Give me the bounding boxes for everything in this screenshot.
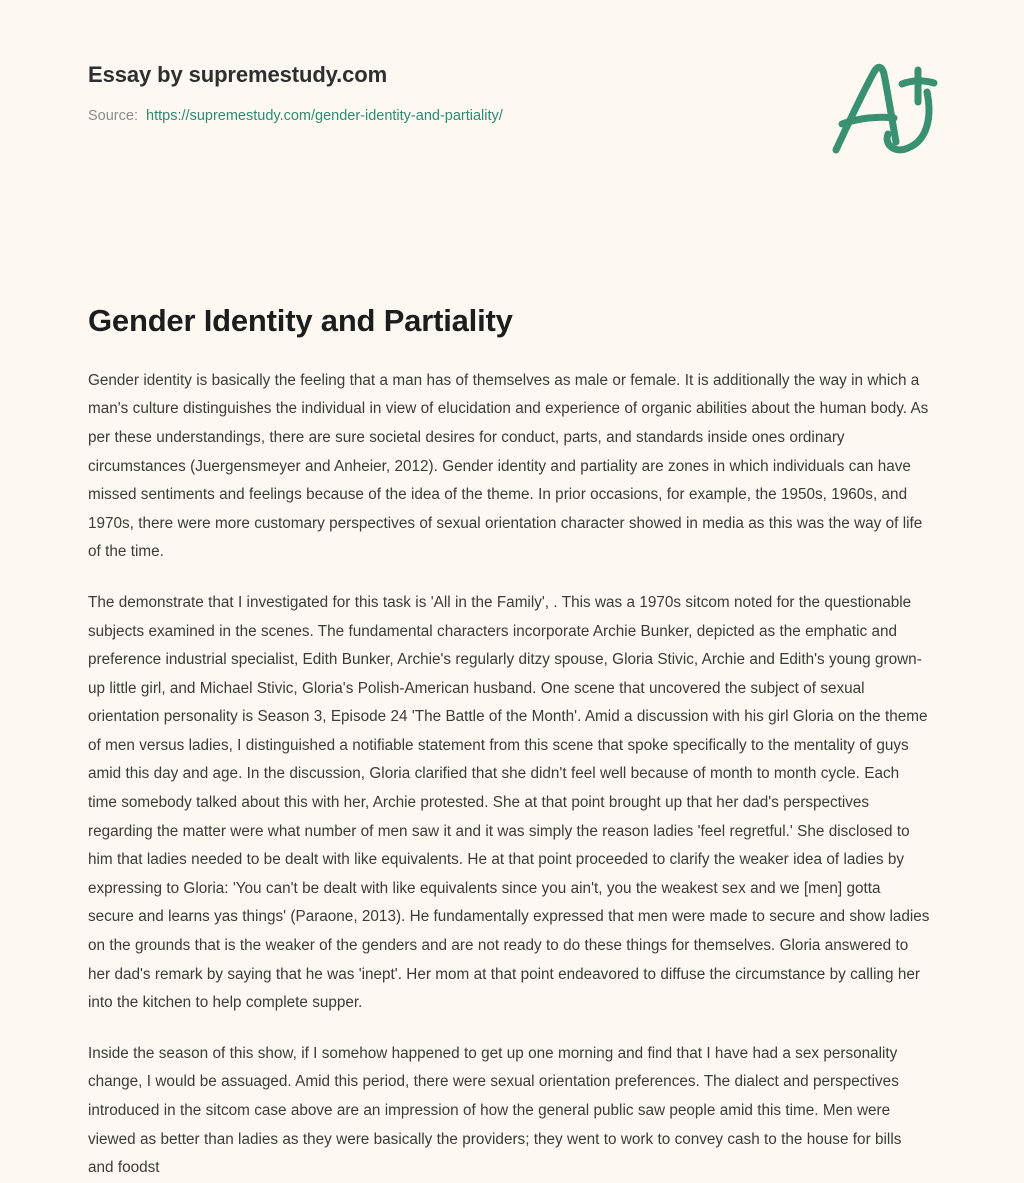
- aplus-logo-icon[interactable]: [822, 58, 942, 162]
- source-line: [88, 107, 936, 126]
- page-header: [88, 0, 936, 180]
- page-title: Gender Identity and Partiality: [88, 303, 513, 338]
- article-body: [88, 341, 930, 1183]
- brand-title: Essay by supremestudy.com: [88, 62, 388, 87]
- source-url-link[interactable]: https://supremestudy.com/gender-identity-and-partiality/: [146, 108, 503, 125]
- source-label: Source:: [88, 108, 138, 125]
- paragraph: Gender identity is basically the feeling that a man has of themselves as male or female. It is additionally the way in which a man's culture distinguishes the individual in view of elucidation and experience of organic abilities about the human body. As per these understandings, there are sure societal desires for conduct, parts, and standards inside ones ordinary circumstances (Juergensmeyer and Anheier, 2012). Gender identity and partiality are zones in which individuals can have missed sentiments and feelings because of the idea of the theme. In prior occasions, for example, the 1950s, 1960s, and 1970s, there were more customary perspectives of sexual orientation character showed in media as this was the way of life of the time.: [88, 371, 929, 561]
- paragraph: The demonstrate that I investigated for this task is 'All in the Family', . This was a 1970s sitcom noted for the questionable subjects examined in the scenes. The fundamental characters incorporate Archie Bunker, depicted as the emphatic and preference industrial specialist, Edith Bunker, Archie's regularly ditzy spouse, Gloria Stivic, Archie and Edith's young grown-up little girl, and Michael Stivic, Gloria's Polish-American husband. One scene that uncovered the subject of sexual orientation personality is Season 3, Episode 24 'The Battle of the Month'. Amid a discussion with his girl Gloria on the theme of men versus ladies, I distinguished a notifiable statement from this scene that spoke specifically to the mentality of guys amid this day and age. In the discussion, Gloria clarified that she didn't feel well because of month to month cycle. Each time somebody talked about this with her, Archie protested. She at that point brought up that her dad's perspectives regarding the matter were what number of men saw it and it was simply the reason ladies 'feel regretful.' She disclosed to him that ladies needed to be dealt with like equivalents. He at that point proceeded to clarify the weaker idea of ladies by expressing to Gloria: 'You can't be dealt with like equivalents since you ain't, you the weakest sex and we [men] gotta secure and learns yas things' (Paraone, 2013). He fundamentally expressed that men were made to secure and show ladies on the grounds that is the weaker of the genders and are not ready to do these things for themselves. Gloria answered to her dad's remark by saying that he was 'inept'. Her mom at that point endeavored to diffuse the circumstance by calling her into the kitchen to help complete supper.: [88, 593, 930, 1012]
- paragraph: Inside the season of this show, if I somehow happened to get up one morning and find that I have had a sex personality change, I would be assuaged. Amid this period, there were sexual orientation preferences. The dialect and perspectives introduced in the sitcom case above are an impression of how the general public saw people amid this time. Men were viewed as better than ladies as they were basically the providers; they went to work to convey cash to the house for bills and foodst: [88, 1044, 902, 1177]
